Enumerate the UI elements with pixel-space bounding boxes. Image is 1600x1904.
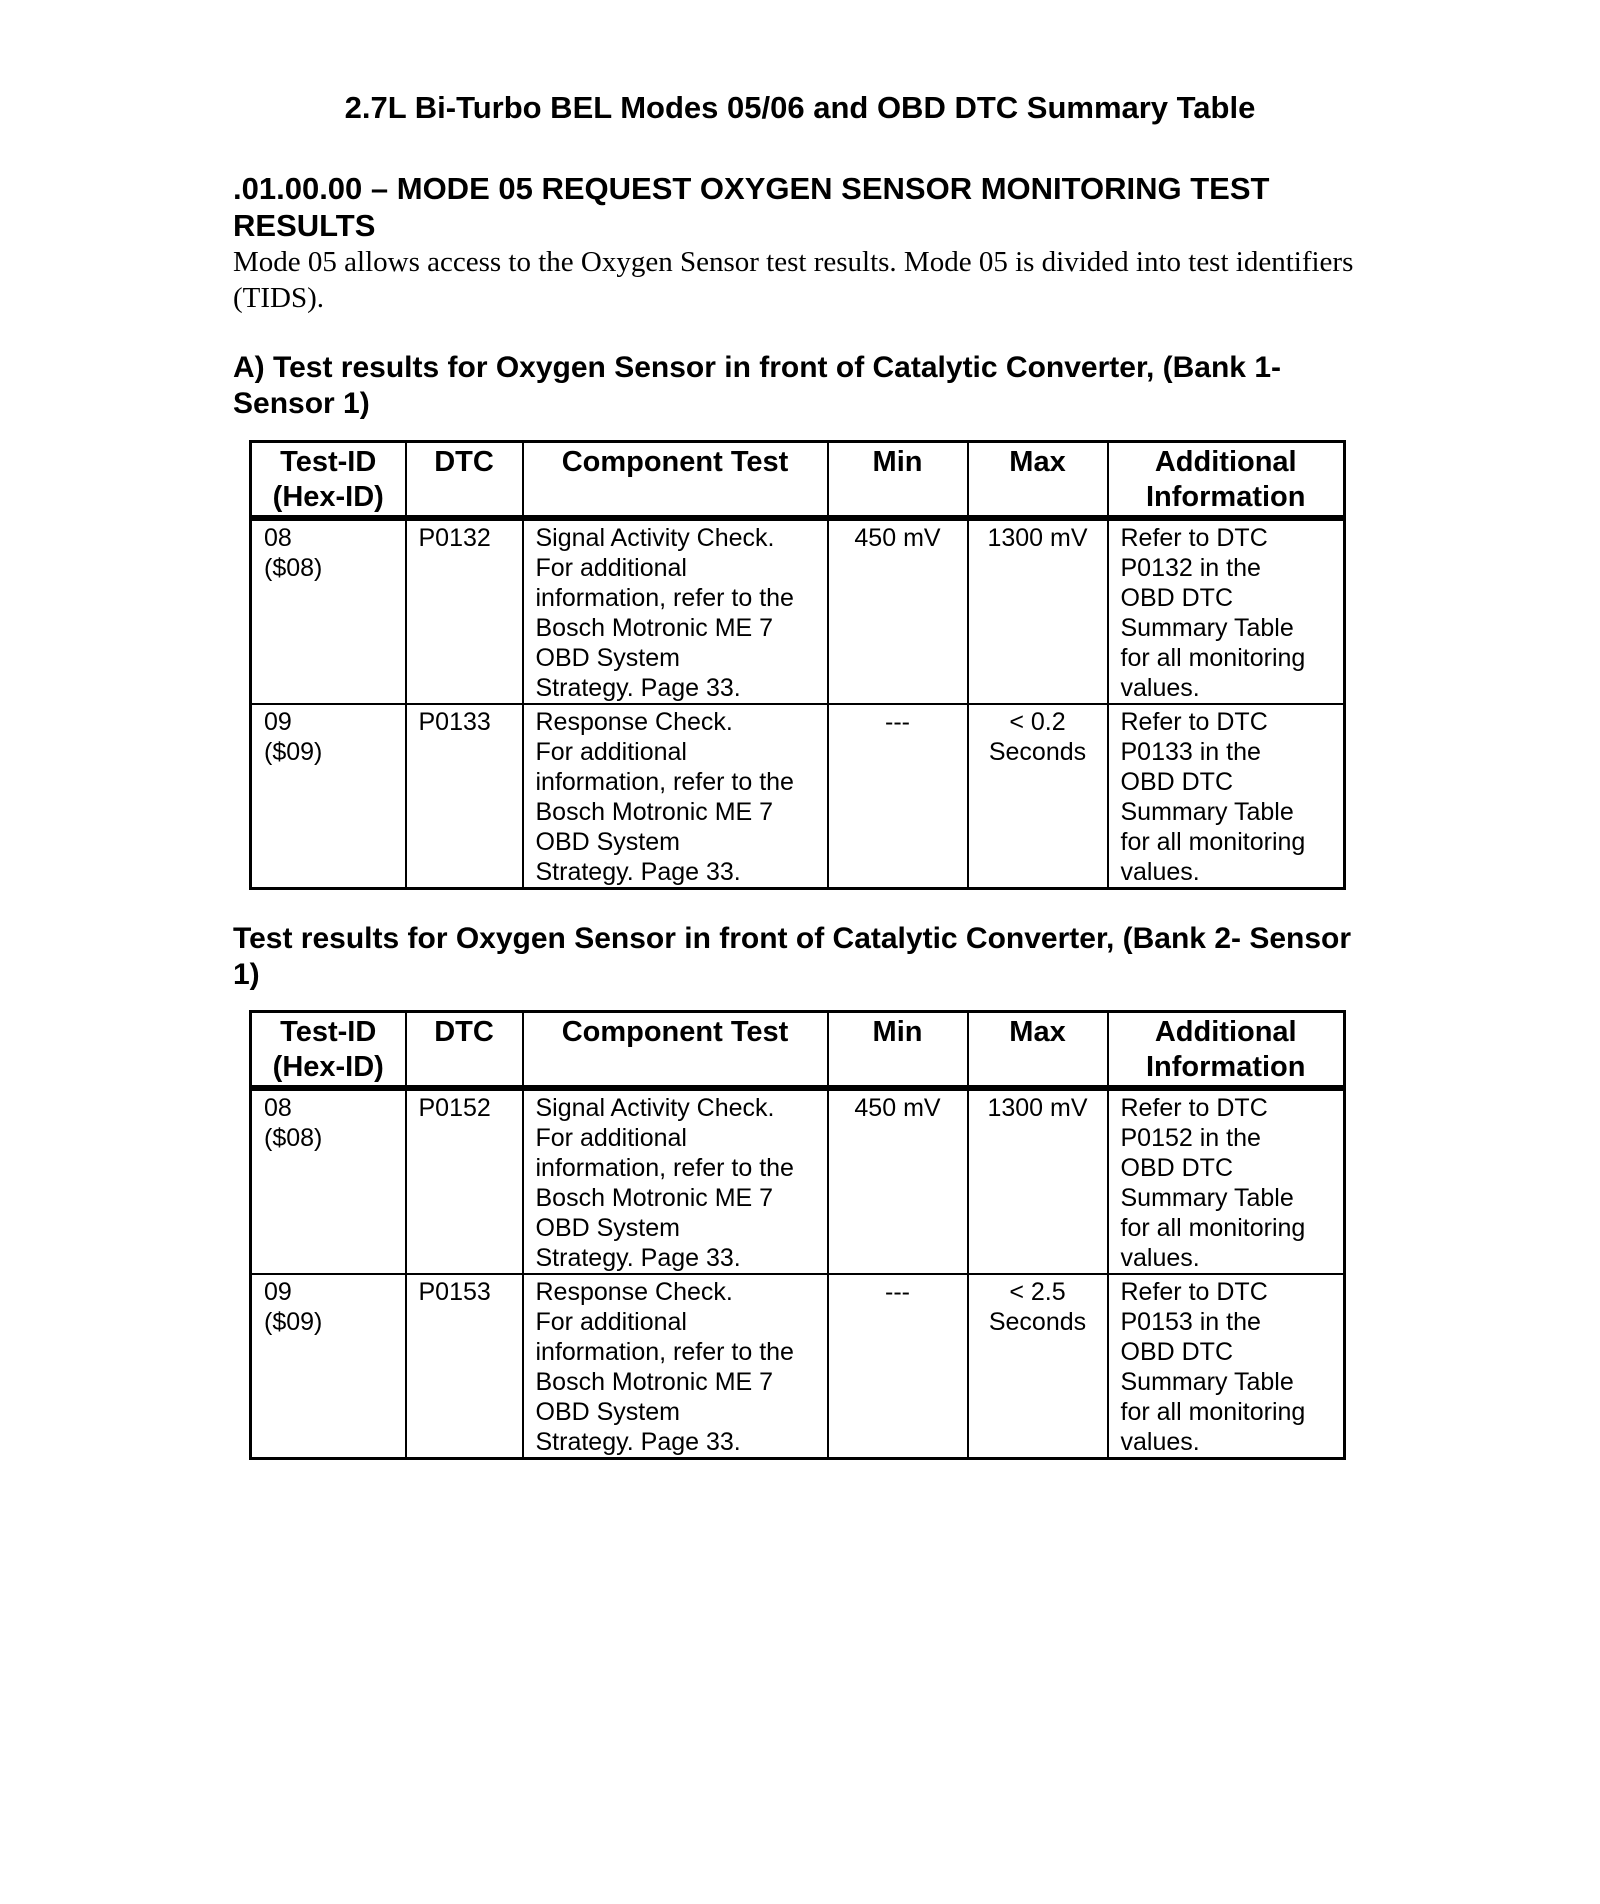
table-2-heading: Test results for Oxygen Sensor in front of Catalytic Converter, (Bank 2- Sensor 1) (233, 922, 1352, 991)
table-header-row (251, 442, 1345, 519)
test-id-cell (251, 1088, 406, 1274)
cell-line: P0152 in the (1120, 1124, 1261, 1152)
dtc-cell (406, 1274, 523, 1459)
cell-line: Summary Table (1120, 1368, 1294, 1396)
cell-line: for all monitoring (1120, 644, 1306, 672)
cell-line: for all monitoring (1120, 1214, 1306, 1242)
cell-line: information, refer to the (535, 1154, 794, 1182)
cell-line: Signal Activity Check. (535, 524, 775, 552)
cell-line: 09 (264, 1278, 292, 1306)
cell-line: < 0.2 (1009, 708, 1066, 736)
header-min: Min (828, 1012, 968, 1089)
table-row (251, 704, 1345, 889)
cell-line: OBD DTC (1120, 768, 1233, 796)
cell-line: Refer to DTC (1120, 708, 1268, 736)
additional-information-cell (1108, 1088, 1345, 1274)
cell-line: information, refer to the (535, 768, 794, 796)
min-cell (828, 518, 968, 704)
cell-line: P0132 in the (1120, 554, 1261, 582)
header-max: Max (968, 1012, 1108, 1089)
cell-line: information, refer to the (535, 1338, 794, 1366)
cell-line: For additional (535, 738, 687, 766)
cell-line: Strategy. Page 33. (535, 858, 741, 886)
bank2-sensor1-table (249, 1010, 1346, 1460)
cell-line: information, refer to the (535, 584, 794, 612)
page-title: 2.7L Bi-Turbo BEL Modes 05/06 and OBD DTC Summary Table (344, 90, 1256, 125)
cell-line: P0153 (418, 1278, 491, 1306)
cell-line: < 2.5 (1009, 1278, 1066, 1306)
cell-line: P0153 in the (1120, 1308, 1261, 1336)
cell-line: ($09) (264, 738, 323, 766)
cell-line: Bosch Motronic ME 7 (535, 798, 774, 826)
max-cell (968, 1088, 1108, 1274)
min-cell (828, 1088, 968, 1274)
cell-line: Signal Activity Check. (535, 1094, 775, 1122)
cell-line: Summary Table (1120, 798, 1294, 826)
cell-line: 08 (264, 1094, 292, 1122)
cell-line: ($08) (264, 1124, 323, 1152)
cell-line: OBD DTC (1120, 1154, 1233, 1182)
cell-line: values. (1120, 1428, 1200, 1456)
cell-line: for all monitoring (1120, 1398, 1306, 1426)
cell-line: 1300 mV (987, 1094, 1088, 1122)
cell-line: 450 mV (854, 1094, 941, 1122)
test-id-cell (251, 518, 406, 704)
cell-line: 09 (264, 708, 292, 736)
cell-line: P0132 (418, 524, 491, 552)
table-row (251, 1274, 1345, 1459)
cell-line: Strategy. Page 33. (535, 674, 741, 702)
component-test-cell (523, 1088, 828, 1274)
cell-line: P0133 (418, 708, 491, 736)
cell-line: OBD System (535, 1398, 680, 1426)
header-min: Min (828, 442, 968, 519)
additional-information-cell (1108, 1274, 1345, 1459)
max-cell (968, 1274, 1108, 1459)
cell-line: for all monitoring (1120, 828, 1306, 856)
header-additional-information: Additional Information (1108, 442, 1345, 519)
dtc-cell (406, 518, 523, 704)
bank1-sensor1-table (249, 440, 1346, 890)
cell-line: ($09) (264, 1308, 323, 1336)
section-heading: .01.00.00 – MODE 05 REQUEST OXYGEN SENSOR MONITORING TEST RESULTS (233, 171, 1270, 243)
table-row (251, 518, 1345, 704)
cell-line: OBD System (535, 828, 680, 856)
additional-information-cell (1108, 704, 1345, 889)
max-cell (968, 518, 1108, 704)
cell-line: P0133 in the (1120, 738, 1261, 766)
cell-line: values. (1120, 1244, 1200, 1272)
header-additional-information: Additional Information (1108, 1012, 1345, 1089)
table-header-row (251, 1012, 1345, 1089)
cell-line: Bosch Motronic ME 7 (535, 614, 774, 642)
cell-line: Refer to DTC (1120, 1278, 1268, 1306)
cell-line: Bosch Motronic ME 7 (535, 1368, 774, 1396)
cell-line: Strategy. Page 33. (535, 1428, 741, 1456)
cell-line: Summary Table (1120, 614, 1294, 642)
cell-line: Refer to DTC (1120, 524, 1268, 552)
cell-line: Seconds (988, 738, 1087, 766)
cell-line: OBD System (535, 644, 680, 672)
additional-information-cell (1108, 518, 1345, 704)
cell-line: Strategy. Page 33. (535, 1244, 741, 1272)
dtc-cell (406, 1088, 523, 1274)
cell-line: For additional (535, 1308, 687, 1336)
header-max: Max (968, 442, 1108, 519)
test-id-cell (251, 704, 406, 889)
header-dtc: DTC (406, 1012, 523, 1089)
cell-line: Refer to DTC (1120, 1094, 1268, 1122)
dtc-cell (406, 704, 523, 889)
header-component-test: Component Test (523, 1012, 828, 1089)
max-cell (968, 704, 1108, 889)
component-test-cell (523, 518, 828, 704)
min-cell (828, 1274, 968, 1459)
cell-line: OBD System (535, 1214, 680, 1242)
cell-line: 1300 mV (987, 524, 1088, 552)
table-1-heading: A) Test results for Oxygen Sensor in front of Catalytic Converter, (Bank 1- Sensor 1) (233, 351, 1281, 420)
cell-line: --- (885, 708, 910, 736)
cell-line: ($08) (264, 554, 323, 582)
cell-line: Seconds (988, 1308, 1087, 1336)
cell-line: P0152 (418, 1094, 491, 1122)
component-test-cell (523, 704, 828, 889)
cell-line: Response Check. (535, 1278, 733, 1306)
cell-line: 08 (264, 524, 292, 552)
cell-line: --- (885, 1278, 910, 1306)
cell-line: Summary Table (1120, 1184, 1294, 1212)
test-id-cell (251, 1274, 406, 1459)
cell-line: Response Check. (535, 708, 733, 736)
cell-line: For additional (535, 554, 687, 582)
component-test-cell (523, 1274, 828, 1459)
intro-paragraph: Mode 05 allows access to the Oxygen Sensor test results. Mode 05 is divided into test identifiers (TIDS). (233, 246, 1354, 314)
cell-line: Bosch Motronic ME 7 (535, 1184, 774, 1212)
cell-line: values. (1120, 858, 1200, 886)
cell-line: OBD DTC (1120, 584, 1233, 612)
min-cell (828, 704, 968, 889)
header-component-test: Component Test (523, 442, 828, 519)
cell-line: values. (1120, 674, 1200, 702)
table-row (251, 1088, 1345, 1274)
cell-line: OBD DTC (1120, 1338, 1233, 1366)
cell-line: For additional (535, 1124, 687, 1152)
header-test-id: Test-ID (Hex-ID) (251, 442, 406, 519)
cell-line: 450 mV (854, 524, 941, 552)
header-test-id: Test-ID (Hex-ID) (251, 1012, 406, 1089)
header-dtc: DTC (406, 442, 523, 519)
